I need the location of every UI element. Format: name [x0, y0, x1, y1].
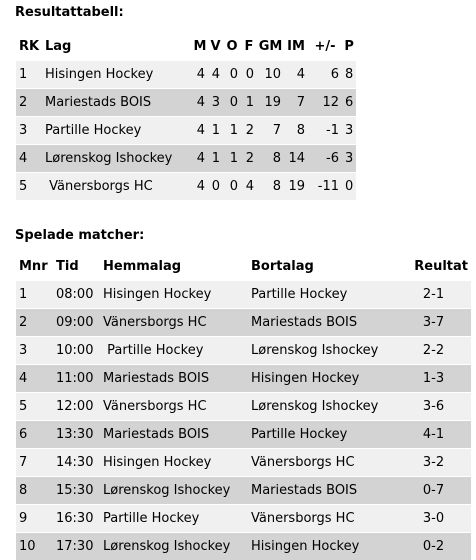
ties: 1	[223, 145, 241, 173]
rank: 5	[16, 173, 42, 201]
results-row	[16, 173, 356, 201]
match-time: 10:00	[53, 337, 100, 365]
match-result: 3-7	[396, 309, 471, 337]
home-team: Vänersborgs HC	[100, 309, 248, 337]
played: 4	[192, 117, 208, 145]
home-team: Vänersborgs HC	[100, 393, 248, 421]
wins: 3	[208, 89, 223, 117]
match-number: 9	[16, 505, 53, 533]
away-team: Hisingen Hockey	[248, 533, 396, 560]
away-team: Hisingen Hockey	[248, 365, 396, 393]
team: Mariestads BOIS	[42, 89, 192, 117]
ties: 0	[223, 173, 241, 201]
played: 4	[192, 89, 208, 117]
losses: 1	[241, 89, 257, 117]
losses: 2	[241, 117, 257, 145]
match-time: 08:00	[53, 281, 100, 309]
match-time: 09:00	[53, 309, 100, 337]
team: Vänersborgs HC	[42, 173, 192, 201]
header-m: M	[192, 33, 208, 61]
results-row	[16, 89, 356, 117]
home-team: Partille Hockey	[100, 505, 248, 533]
losses: 0	[241, 61, 257, 89]
results-row	[16, 61, 356, 89]
match-time: 17:30	[53, 533, 100, 560]
match-number: 2	[16, 309, 53, 337]
goal-diff: -6	[308, 145, 342, 173]
goals-for: 7	[257, 117, 284, 145]
home-team: Hisingen Hockey	[100, 449, 248, 477]
match-row	[16, 477, 471, 505]
away-team: Partille Hockey	[248, 281, 396, 309]
goals-for: 10	[257, 61, 284, 89]
goal-diff: -11	[308, 173, 342, 201]
match-result: 0-2	[396, 533, 471, 560]
points: 0	[342, 173, 356, 201]
header-diff: +/-	[308, 33, 342, 61]
ties: 0	[223, 61, 241, 89]
match-time: 15:30	[53, 477, 100, 505]
header-tid: Tid	[53, 253, 100, 281]
wins: 1	[208, 145, 223, 173]
header-o: O	[223, 33, 241, 61]
losses: 2	[241, 145, 257, 173]
match-row	[16, 281, 471, 309]
goals-against: 14	[284, 145, 308, 173]
away-team: Mariestads BOIS	[248, 309, 396, 337]
wins: 0	[208, 173, 223, 201]
ties: 1	[223, 117, 241, 145]
goals-for: 19	[257, 89, 284, 117]
losses: 4	[241, 173, 257, 201]
matches-header-row	[16, 253, 471, 281]
match-time: 14:30	[53, 449, 100, 477]
match-result: 2-2	[396, 337, 471, 365]
match-row	[16, 337, 471, 365]
match-row	[16, 533, 471, 560]
home-team: Lørenskog Ishockey	[100, 477, 248, 505]
goals-for: 8	[257, 173, 284, 201]
rank: 1	[16, 61, 42, 89]
header-p: P	[342, 33, 356, 61]
header-hemmalag: Hemmalag	[100, 253, 248, 281]
match-result: 3-6	[396, 393, 471, 421]
home-team: Lørenskog Ishockey	[100, 533, 248, 560]
match-number: 6	[16, 421, 53, 449]
wins: 1	[208, 117, 223, 145]
header-rk: RK	[16, 33, 42, 61]
team: Hisingen Hockey	[42, 61, 192, 89]
home-team: Partille Hockey	[100, 337, 248, 365]
played: 4	[192, 173, 208, 201]
points: 3	[342, 117, 356, 145]
match-number: 4	[16, 365, 53, 393]
home-team: Mariestads BOIS	[100, 421, 248, 449]
points: 8	[342, 61, 356, 89]
goals-against: 8	[284, 117, 308, 145]
header-f: F	[241, 33, 257, 61]
match-row	[16, 505, 471, 533]
goals-against: 4	[284, 61, 308, 89]
match-row	[16, 449, 471, 477]
match-row	[16, 393, 471, 421]
header-reultat: Reultat	[396, 253, 471, 281]
matches-table	[16, 253, 471, 560]
header-gm: GM	[257, 33, 284, 61]
match-result: 4-1	[396, 421, 471, 449]
match-row	[16, 309, 471, 337]
results-row	[16, 145, 356, 173]
match-number: 10	[16, 533, 53, 560]
played: 4	[192, 61, 208, 89]
match-result: 0-7	[396, 477, 471, 505]
home-team: Mariestads BOIS	[100, 365, 248, 393]
header-v: V	[208, 33, 223, 61]
ties: 0	[223, 89, 241, 117]
match-result: 3-0	[396, 505, 471, 533]
team: Lørenskog Ishockey	[42, 145, 192, 173]
results-title: Resultattabell:	[15, 5, 124, 20]
results-header-row	[16, 33, 356, 61]
match-time: 11:00	[53, 365, 100, 393]
match-number: 8	[16, 477, 53, 505]
match-result: 3-2	[396, 449, 471, 477]
match-number: 5	[16, 393, 53, 421]
header-lag: Lag	[42, 33, 192, 61]
match-number: 1	[16, 281, 53, 309]
goals-against: 19	[284, 173, 308, 201]
away-team: Mariestads BOIS	[248, 477, 396, 505]
goals-for: 8	[257, 145, 284, 173]
team: Partille Hockey	[42, 117, 192, 145]
header-im: IM	[284, 33, 308, 61]
results-table	[16, 33, 356, 200]
match-row	[16, 421, 471, 449]
wins: 4	[208, 61, 223, 89]
home-team: Hisingen Hockey	[100, 281, 248, 309]
goal-diff: 12	[308, 89, 342, 117]
header-bortalag: Bortalag	[248, 253, 396, 281]
match-time: 12:00	[53, 393, 100, 421]
match-result: 1-3	[396, 365, 471, 393]
rank: 2	[16, 89, 42, 117]
match-row	[16, 365, 471, 393]
away-team: Vänersborgs HC	[248, 505, 396, 533]
results-row	[16, 117, 356, 145]
match-time: 16:30	[53, 505, 100, 533]
away-team: Lørenskog Ishockey	[248, 337, 396, 365]
rank: 3	[16, 117, 42, 145]
matches-title: Spelade matcher:	[15, 228, 144, 243]
points: 6	[342, 89, 356, 117]
away-team: Partille Hockey	[248, 421, 396, 449]
match-time: 13:30	[53, 421, 100, 449]
goals-against: 7	[284, 89, 308, 117]
match-number: 7	[16, 449, 53, 477]
played: 4	[192, 145, 208, 173]
away-team: Vänersborgs HC	[248, 449, 396, 477]
match-number: 3	[16, 337, 53, 365]
header-mnr: Mnr	[16, 253, 53, 281]
goal-diff: -1	[308, 117, 342, 145]
away-team: Lørenskog Ishockey	[248, 393, 396, 421]
rank: 4	[16, 145, 42, 173]
match-result: 2-1	[396, 281, 471, 309]
points: 3	[342, 145, 356, 173]
goal-diff: 6	[308, 61, 342, 89]
